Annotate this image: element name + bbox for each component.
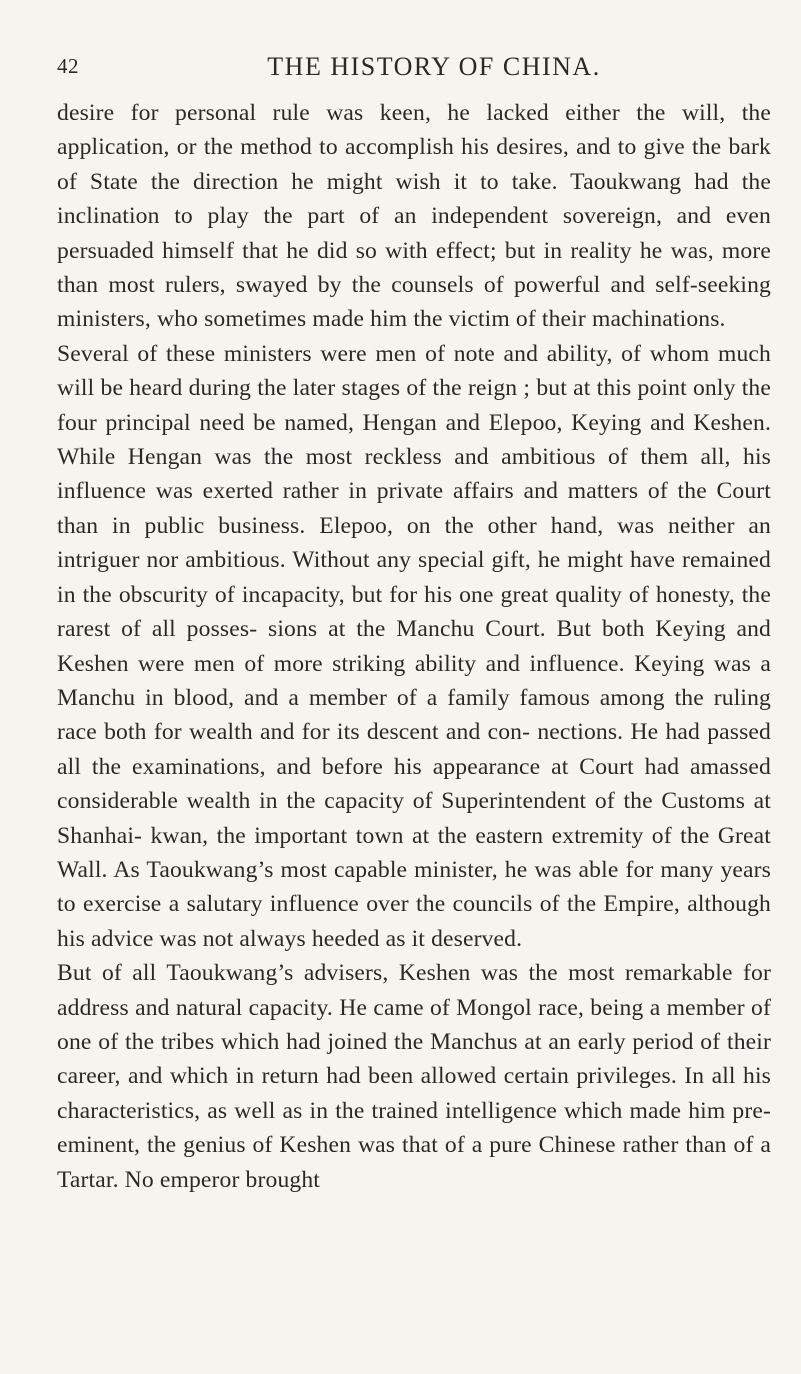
paragraph-1: desire for personal rule was keen, he lacked either the will, the application, or the method to accomplish his desires, and to give the bark of State the direction he might wish it to take. Taoukwang had the inclination to play the part of an independent sovereign, and even persuaded himself that he did so with effect; but in reality he was, more than most rulers, swayed by the counsels of powerful and self-seeking ministers, who sometimes made him the victim of their machinations. (57, 100, 771, 333)
running-head (57, 52, 771, 92)
paragraph-3: But of all Taoukwang’s advisers, Keshen was the most remarkable for address and natural capacity. He came of Mongol race, being a member of one of the tribes which had joined the Manchus at an early period of their career, and which in return had been allowed certain privileges. In all his characteristics, as well as in the trained intelligence which made him pre-eminent, the genius of Keshen was that of a pure Chinese rather than of a Tartar. No emperor brought (57, 960, 771, 1193)
book-title: THE HISTORY OF CHINA. (267, 52, 601, 81)
paragraph-2: Several of these ministers were men of note and ability, of whom much will be heard during the later stages of the reign ; but at this point only the four principal need be named, Hengan and Elepoo, Keying and Keshen. While Hengan was the most reckless and ambitious of them all, his influence was exerted rather in private affairs and matters of the Court than in public business. Elepoo, on the other hand, was neither an intriguer nor ambitious. Without any special gift, he might have remained in the obscurity of incapacity, but for his one great quality of honesty, the rarest of all posses- sions at the Manchu Court. But both Keying and Keshen were men of more striking ability and influence. Keying was a Manchu in blood, and a member of a family famous among the ruling race both for wealth and for its descent and con- nections. He had passed all the examinations, and before his appearance at Court had amassed considerable wealth in the capacity of Superintendent of the Customs at Shanhai- kwan, the important town at the eastern extremity of the Great Wall. As Taoukwang’s most capable minister, he was able for many years to exercise a salutary influence over the councils of the Empire, although his advice was not always heeded as it deserved. (57, 340, 771, 952)
page-number: 42 (57, 54, 79, 78)
body-text (57, 96, 771, 1197)
